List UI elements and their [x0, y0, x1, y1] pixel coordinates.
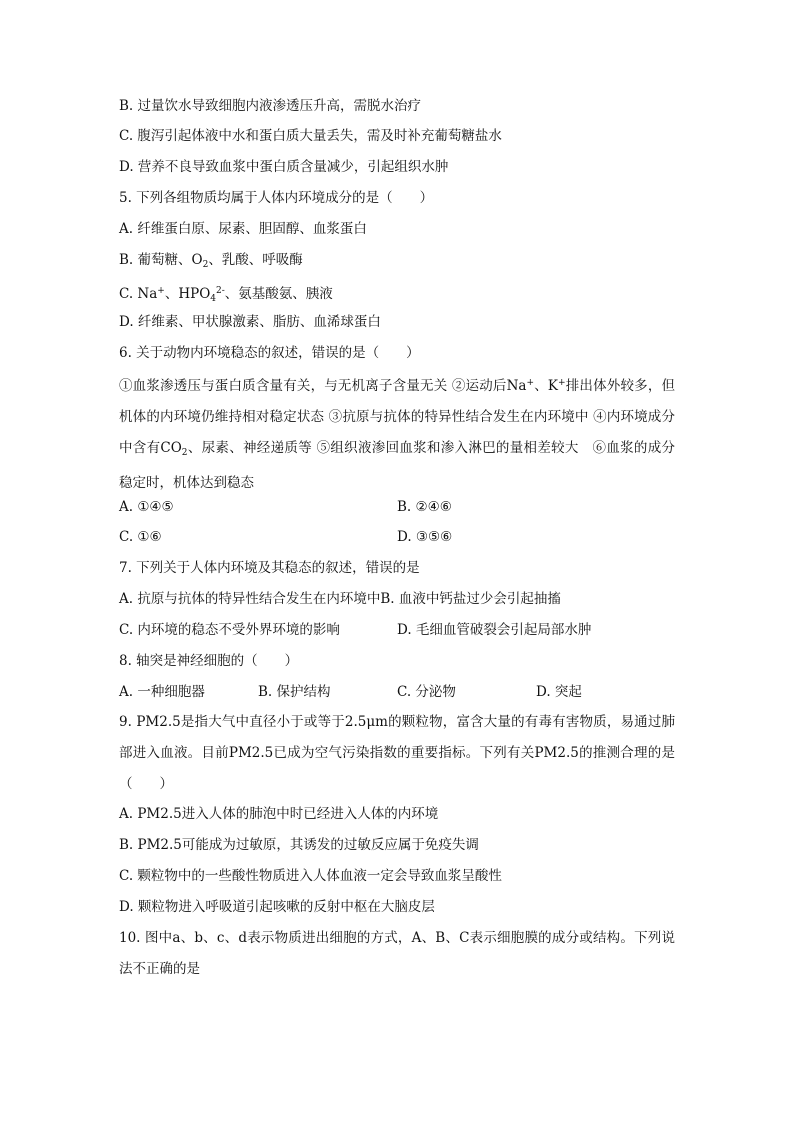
q7-stem: 7. 下列关于人体内环境及其稳态的叙述，错误的是 — [119, 560, 420, 576]
q6-stem: 6. 关于动物内环境稳态的叙述，错误的是（ ） — [119, 345, 420, 361]
q9-option-c: C. 颗粒物中的一些酸性物质进入人体血液一定会导致血浆呈酸性 — [119, 868, 502, 884]
q5-option-d: D. 纤维素、甲状腺激素、脂肪、血浠球蛋白 — [119, 314, 381, 330]
q6-option-b: B. ②④⑥ — [397, 499, 452, 515]
q8-option-d: D. 突起 — [536, 684, 582, 700]
q9-option-b: B. PM2.5可能成为过敏原，其诱发的过敏反应属于免疫失调 — [119, 837, 479, 853]
q6-option-d: D. ③⑤⑥ — [397, 529, 453, 545]
q6-option-a: A. ①④⑤ — [119, 499, 174, 515]
q8-option-b: B. 保护结构 — [258, 684, 331, 700]
q4-option-d: D. 营养不良导致血浆中蛋白质含量减少，引起组织水肿 — [119, 159, 449, 175]
q5-stem: 5. 下列各组物质均属于人体内环境成分的是（ ） — [119, 190, 434, 206]
q8-option-c: C. 分泌物 — [397, 684, 456, 700]
q5-option-a: A. 纤维蛋白原、尿素、胆固醇、血浆蛋白 — [119, 221, 367, 237]
q8-option-a: A. 一种细胞器 — [119, 684, 205, 700]
q7-option-ab: A. 抗原与抗体的特异性结合发生在内环境中B. 血液中钙盐过少会引起抽搐 — [119, 591, 561, 607]
q4-option-b: B. 过量饮水导致细胞内液渗透压升高，需脱水治疗 — [119, 98, 422, 114]
q7-option-c: C. 内环境的稳态不受外界环境的影响 — [119, 622, 340, 638]
q7-option-d: D. 毛细血管破裂会引起局部水肿 — [397, 622, 592, 638]
q5-option-b: B. 葡萄糖、$O_2$、乳酸、呼吸酶 — [119, 252, 303, 270]
q6-statements: ①血浆渗透压与蛋白质含量有关，与无机离子含量无关 ②运动后Na+、K+排出体外较多，但机体的内环境仍维持相对稳定状态 ③抗原与抗体的特异性结合发生在内环境中 ④内环境成分中含有$CO_2$、尿素、神经递质等 ⑤组织液渗回血浆和渗入淋巴的量相差较大 ⑥血浆的成分稳定时，机体达到稳态 — [119, 378, 675, 492]
q4-option-c: C. 腹泻引起体液中水和蛋白质大量丢失，需及时补充葡萄糖盐水 — [119, 128, 502, 144]
q5-option-c: C. Na+、$HPO_4^{2-}$、氨基酸氨、胰液 — [119, 286, 333, 304]
q9-stem: 9. PM2.5是指大气中直径小于或等于2.5μm的颗粒物，富含大量的有毒有害物质，易通过肺部进入血液。目前PM2.5已成为空气污染指数的重要指标。下列有关PM2.5的推测合理的是（ ） — [119, 714, 675, 792]
q9-option-d: D. 颗粒物进入呼吸道引起咳嗽的反射中枢在大脑皮层 — [119, 899, 435, 915]
q10-stem: 10. 图中a、b、c、d表示物质进出细胞的方式，A、B、C表示细胞膜的成分或结构。下列说法不正确的是 — [119, 930, 675, 977]
q8-stem: 8. 轴突是神经细胞的（ ） — [119, 653, 299, 669]
q9-option-a: A. PM2.5进入人体的肺泡中时已经进入人体的内环境 — [119, 806, 439, 822]
q6-option-c: C. ①⑥ — [119, 529, 162, 545]
